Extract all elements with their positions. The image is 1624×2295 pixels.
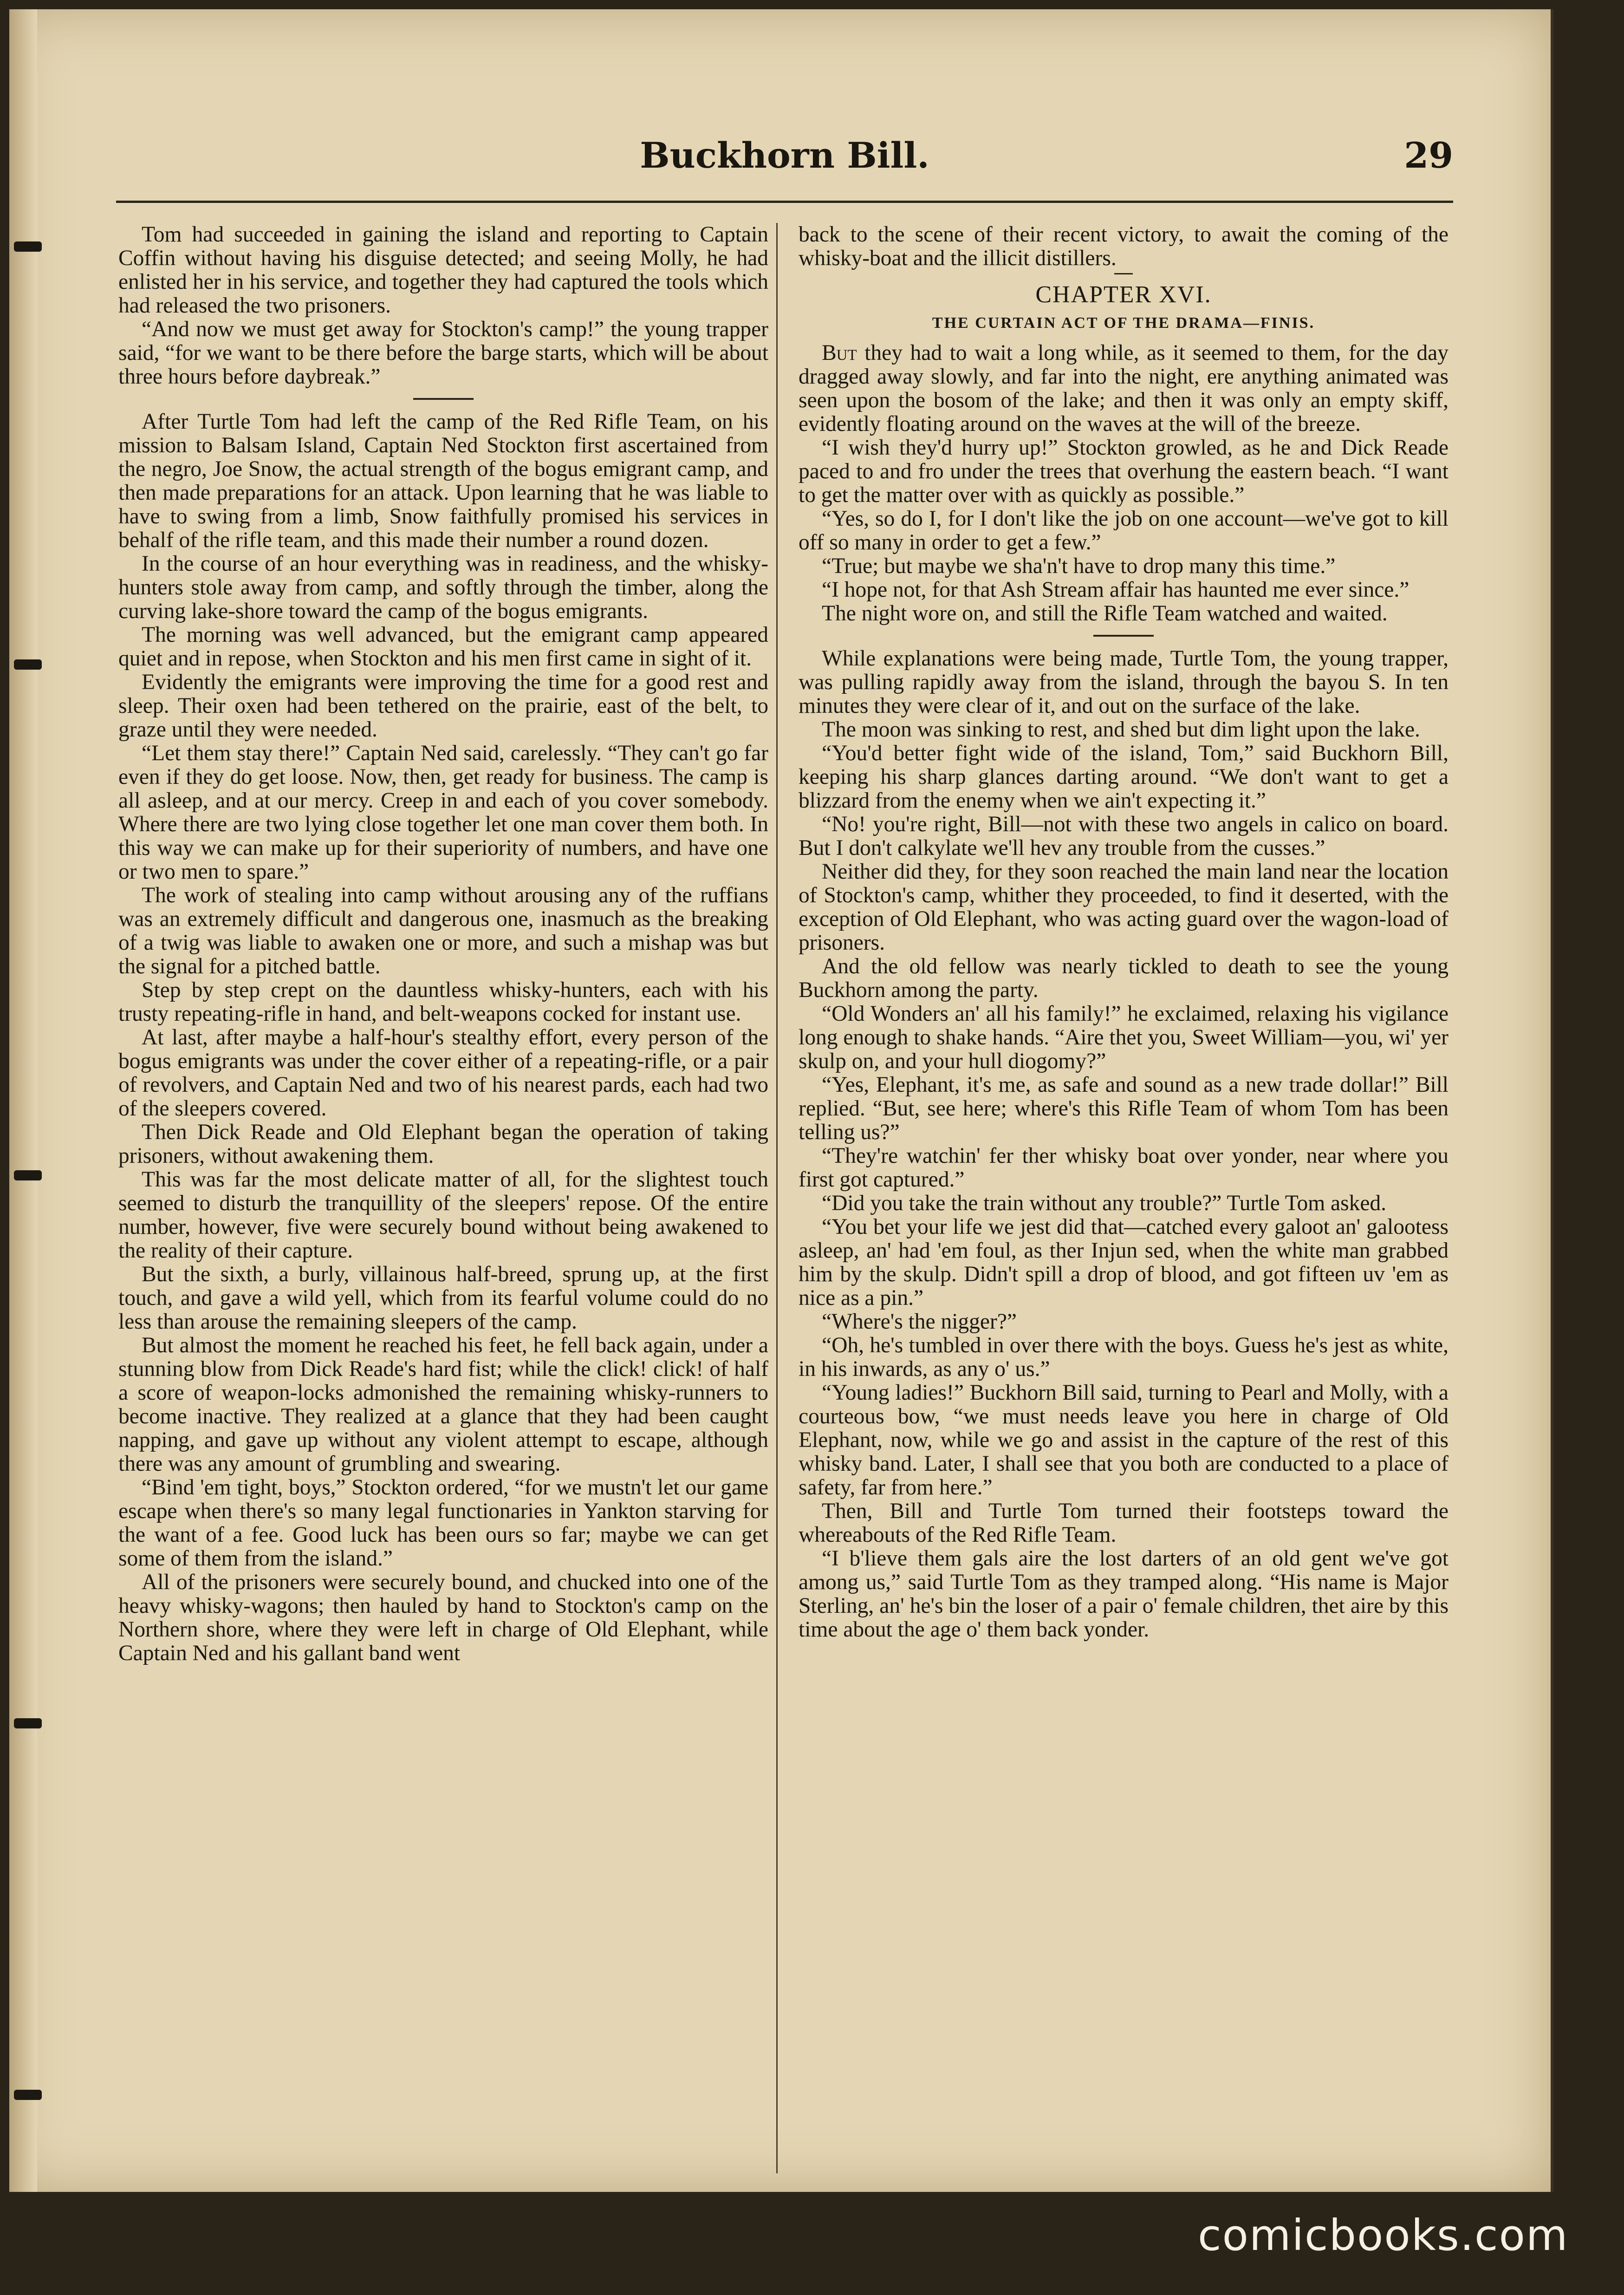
paragraph-text: they had to wait a long while, as it seemed to them, for the day dragged away slowly, and far into the night, ere anything animated was seen upon the bosom of the lake; and then it was only an empty skiff, evidently floating around on the waves at the will of the breeze. [799, 341, 1449, 436]
paragraph [799, 341, 1449, 436]
binding-stitch [14, 1170, 42, 1180]
paragraph: All of the prisoners were securely bound, and chucked into one of the heavy whisky-wagons; then hauled by hand to Stockton's camp on the Northern shore, where they were left in charge of Old Elephant, while Captain Ned and his gallant band went [118, 1570, 768, 1665]
paragraph: “Old Wonders an' all his family!” he exclaimed, relaxing his vigilance long enough to shake hands. “Aire thet you, Sweet William—you, wi' yer skulp on, and your hull diogomy?” [799, 1002, 1449, 1073]
paragraph: “You'd better fight wide of the island, Tom,” said Buckhorn Bill, keeping his sharp glances darting around. “We don't want to get a blizzard from the enemy when we ain't expecting it.” [799, 741, 1449, 813]
paragraph: Step by step crept on the dauntless whisky-hunters, each with his trusty repeating-rifle in hand, and belt-weapons cocked for instant use. [118, 978, 768, 1026]
left-column [118, 223, 768, 1665]
watermark: comicbooks.com [1198, 2210, 1569, 2260]
paragraph: While explanations were being made, Turtle Tom, the young trapper, was pulling rapidly away from the island, through the bayou S. In ten minutes they were clear of it, and out on the surface of the lake. [799, 646, 1449, 718]
paragraph: But almost the moment he reached his feet, he fell back again, under a stunning blow from Dick Reade's hard fist; while the click! click! of half a score of weapon-locks admonished the remaining whisky-runners to become inactive. They realized at a glance that they had been caught napping, and gave up without any violent attempt to escape, although there was any amount of grumbling and swearing. [118, 1333, 768, 1476]
paragraph: But the sixth, a burly, villainous half-breed, sprung up, at the first touch, and gave a wild yell, which from its fearful volume could do no less than arouse the remaining sleepers of the camp. [118, 1262, 768, 1334]
magazine-page [9, 9, 1553, 2192]
paragraph: “I wish they'd hurry up!” Stockton growled, as he and Dick Reade paced to and fro under the trees that overhung the eastern beach. “I want to get the matter over with as quickly as possible.” [799, 436, 1449, 507]
paragraph: The moon was sinking to rest, and shed but dim light upon the lake. [822, 717, 1420, 742]
section-divider [1093, 635, 1154, 637]
running-title: Buckhorn Bill. [640, 135, 929, 176]
paragraph: “They're watchin' fer ther whisky boat over yonder, near where you first got captured.” [799, 1144, 1449, 1192]
paragraph: “Yes, Elephant, it's me, as safe and sound as a new trade dollar!” Bill replied. “But, see here; where's this Rifle Team of whom Tom has been telling us?” [799, 1073, 1449, 1144]
paragraph: In the course of an hour everything was in readiness, and the whisky-hunters stole away from camp, and softly through the timber, along the curving lake-shore toward the camp of the bogus emigrants. [118, 552, 768, 623]
paragraph: “Did you take the train without any trouble?” Turtle Tom asked. [822, 1191, 1387, 1215]
paragraph: At last, after maybe a half-hour's stealthy effort, every person of the bogus emigrants was under the cover either of a repeating-rifle, or a pair of revolvers, and Captain Ned and two of his nearest pards, each had two of the sleepers covered. [118, 1025, 768, 1121]
paragraph: “I hope not, for that Ash Stream affair has haunted me ever since.” [822, 578, 1410, 602]
chapter-subtitle: THE CURTAIN ACT OF THE DRAMA—FINIS. [932, 314, 1315, 332]
paragraph: After Turtle Tom had left the camp of the Red Rifle Team, on his mission to Balsam Island, Captain Ned Stockton first ascertained from the negro, Joe Snow, the actual strength of the bogus emigrant camp, and then made preparations for an attack. Upon learning that he was liable to have to swing from a limb, Snow faithfully promised his services in behalf of the rifle team, and this made their number a round dozen. [118, 410, 768, 552]
paragraph: “True; but maybe we sha'n't have to drop many this time.” [822, 554, 1336, 578]
binding-stitch [14, 241, 42, 252]
header-rule [116, 201, 1453, 203]
paragraph: Neither did they, for they soon reached the main land near the location of Stockton's camp, whither they proceeded, to find it deserted, with the exception of Old Elephant, who was acting guard over the wagon-load of prisoners. [799, 860, 1449, 955]
paragraph: The morning was well advanced, but the emigrant camp appeared quiet and in repose, when Stockton and his men first came in sight of it. [118, 623, 768, 671]
paragraph: “Oh, he's tumbled in over there with the boys. Guess he's jest as white, in his inwards, as any o' us.” [799, 1333, 1449, 1381]
paragraph: back to the scene of their recent victory, to await the coming of the whisky-boat and the illicit distillers. [799, 222, 1449, 270]
right-column [799, 223, 1449, 1642]
binding-gutter [9, 9, 37, 2192]
paragraph: The work of stealing into camp without arousing any of the ruffians was an extremely difficult and dangerous one, inasmuch as the breaking of a twig was liable to awaken one or more, and such a mishap was but the signal for a pitched battle. [118, 883, 768, 978]
paragraph: The night wore on, and still the Rifle Team watched and waited. [822, 601, 1388, 626]
chapter-lead-word: But [822, 341, 857, 365]
paragraph: Evidently the emigrants were improving the time for a good rest and sleep. Their oxen had been tethered on the prairie, east of the belt, to graze until they were needed. [118, 670, 768, 742]
paragraph: “I b'lieve them gals aire the lost darters of an old gent we've got among us,” said Turtle Tom as they tramped along. “His name is Major Sterling, an' he's bin the loser of a pair o' female children, thet aire by this time about the age o' them back yonder. [799, 1546, 1449, 1642]
paragraph: “Yes, so do I, for I don't like the job on one account—we've got to kill off so many in order to get a few.” [799, 507, 1449, 554]
paragraph: And the old fellow was nearly tickled to death to see the young Buckhorn among the party. [799, 954, 1449, 1002]
binding-stitch [14, 659, 42, 670]
paragraph: “No! you're right, Bill—not with these two angels in calico on board. But I don't calkylate we'll hev any trouble from the cusses.” [799, 812, 1449, 860]
paragraph: Then, Bill and Turtle Tom turned their footsteps toward the whereabouts of the Red Rifle Team. [799, 1499, 1449, 1547]
paragraph: This was far the most delicate matter of all, for the slightest touch seemed to disturb the tranquillity of the sleepers' repose. Of the entire number, however, five were securely bound without being awakened to the reality of their capture. [118, 1167, 768, 1263]
paragraph: “You bet your life we jest did that—catched every galoot an' galootess asleep, an' had 'em foul, as ther Injun sed, when the white man grabbed him by the skulp. Didn't spill a drop of blood, and got fifteen uv 'em as nice as a pin.” [799, 1215, 1449, 1310]
paragraph: “Bind 'em tight, boys,” Stockton ordered, “for we mustn't let our game escape when there's so many legal functionaries in Yankton starving for the want of a fee. Good luck has been ours so far; maybe we can get some of them from the island.” [118, 1475, 768, 1571]
page-header [116, 135, 1453, 200]
column-divider [776, 223, 778, 2173]
binding-stitch [14, 1718, 42, 1728]
paragraph: “Where's the nigger?” [822, 1310, 1017, 1334]
paragraph: Then Dick Reade and Old Elephant began the operation of taking prisoners, without awakening them. [118, 1120, 768, 1168]
paragraph: “And now we must get away for Stockton's camp!” the young trapper said, “for we want to be there before the barge starts, which will be about three hours before daybreak.” [118, 317, 768, 389]
section-divider [413, 398, 474, 400]
paragraph: Tom had succeeded in gaining the island and reporting to Captain Coffin without having his disguise detected; and seeing Molly, he had enlisted her in his service, and together they had captured the tools which had released the two prisoners. [118, 222, 768, 318]
paragraph: “Young ladies!” Buckhorn Bill said, turning to Pearl and Molly, with a courteous bow, “we must needs leave you here in charge of Old Elephant, now, while we go and assist in the capture of the rest of this whisky band. Later, I shall see that you both are conducted to a place of safety, far from here.” [799, 1381, 1449, 1500]
page-number: 29 [1404, 135, 1453, 176]
section-divider [1114, 273, 1133, 274]
chapter-title: CHAPTER XVI. [1035, 281, 1212, 308]
binding-stitch [14, 2090, 42, 2100]
paragraph: “Let them stay there!” Captain Ned said, carelessly. “They can't go far even if they do get loose. Now, then, get ready for business. The camp is all asleep, and at our mercy. Creep in and each of you cover somebody. Where there are two lying close together let one man cover them both. In this way we can make up for their superiority of numbers, and have one or two men to spare.” [118, 741, 768, 884]
